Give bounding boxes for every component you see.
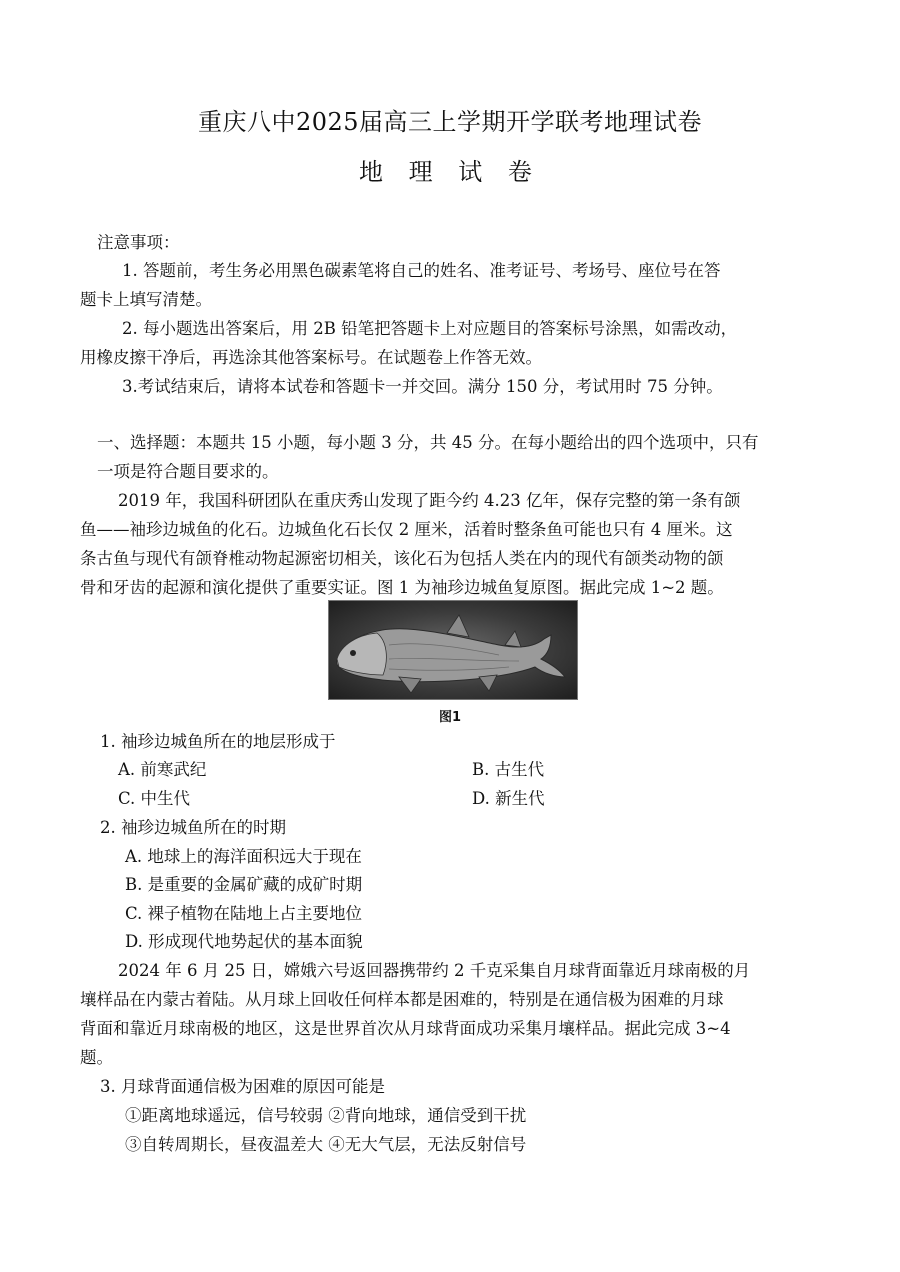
figure-caption: 图1 bbox=[438, 710, 462, 725]
q3-options-line-1: ①距离地球遥远，信号较弱 ②背向地球，通信受到干扰 bbox=[125, 1106, 527, 1125]
passage-1-line-2: 鱼——袖珍边城鱼的化石。边城鱼化石长仅 2 厘米，活着时整条鱼可能也只有 4 厘米。这 bbox=[80, 520, 733, 539]
section-instruction-line-2: 一项是符合题目要求的。 bbox=[97, 462, 279, 481]
q1-option-c: C. 中生代 bbox=[118, 789, 191, 808]
note-2-line-1: 2. 每小题选出答案后，用 2B 铅笔把答题卡上对应题目的答案标号涂黑，如需改动， bbox=[122, 319, 738, 338]
note-3: 3.考试结束后，请将本试卷和答题卡一并交回。满分 150 分，考试用时 75 分钟。 bbox=[122, 377, 723, 396]
q2-stem: 2. 袖珍边城鱼所在的时期 bbox=[100, 818, 286, 837]
q2-option-b: B. 是重要的金属矿藏的成矿时期 bbox=[125, 875, 363, 894]
note-1-line-2: 题卡上填写清楚。 bbox=[80, 290, 212, 309]
passage-1-line-3: 条古鱼与现代有颌脊椎动物起源密切相关，该化石为包括人类在内的现代有颌类动物的颌 bbox=[80, 549, 724, 568]
q3-stem: 3. 月球背面通信极为困难的原因可能是 bbox=[100, 1077, 385, 1096]
fish-reconstruction-image bbox=[328, 600, 578, 700]
fish-illustration bbox=[329, 601, 577, 699]
passage-2-line-2: 壤样品在内蒙古着陆。从月球上回收任何样本都是困难的，特别是在通信极为困难的月球 bbox=[80, 990, 724, 1009]
q3-options-line-2: ③自转周期长，昼夜温差大 ④无大气层，无法反射信号 bbox=[125, 1135, 527, 1154]
q1-option-d: D. 新生代 bbox=[472, 789, 545, 808]
q2-option-d: D. 形成现代地势起伏的基本面貌 bbox=[125, 932, 363, 951]
section-instruction-line-1: 一、选择题：本题共 15 小题，每小题 3 分，共 45 分。在每小题给出的四个选项中，只有 bbox=[97, 433, 759, 452]
passage-1-line-1: 2019 年，我国科研团队在重庆秀山发现了距今约 4.23 亿年，保存完整的第一条有颌 bbox=[118, 491, 741, 510]
notes-heading: 注意事项： bbox=[97, 233, 180, 252]
q2-option-c: C. 裸子植物在陆地上占主要地位 bbox=[125, 904, 363, 923]
exam-subtitle: 地 理 试 卷 bbox=[359, 158, 541, 186]
q1-option-b: B. 古生代 bbox=[472, 760, 545, 779]
passage-2-line-3: 背面和靠近月球南极的地区，这是世界首次从月球背面成功采集月壤样品。据此完成 3~4 bbox=[80, 1019, 731, 1038]
passage-2-line-1: 2024 年 6 月 25 日，嫦娥六号返回器携带约 2 千克采集自月球背面靠近月球南极的月 bbox=[118, 961, 751, 980]
exam-title: 重庆八中2025届高三上学期开学联考地理试卷 bbox=[197, 108, 703, 136]
passage-1-line-4: 骨和牙齿的起源和演化提供了重要实证。图 1 为袖珍边城鱼复原图。据此完成 1~2 题。 bbox=[80, 578, 724, 597]
passage-2-line-4: 题。 bbox=[80, 1048, 113, 1067]
note-2-line-2: 用橡皮擦干净后，再选涂其他答案标号。在试题卷上作答无效。 bbox=[80, 348, 542, 367]
note-1-line-1: 1. 答题前，考生务必用黑色碳素笔将自己的姓名、准考证号、考场号、座位号在答 bbox=[122, 261, 721, 280]
q2-option-a: A. 地球上的海洋面积远大于现在 bbox=[125, 847, 362, 866]
q1-stem: 1. 袖珍边城鱼所在的地层形成于 bbox=[100, 732, 336, 751]
q1-option-a: A. 前寒武纪 bbox=[118, 760, 207, 779]
